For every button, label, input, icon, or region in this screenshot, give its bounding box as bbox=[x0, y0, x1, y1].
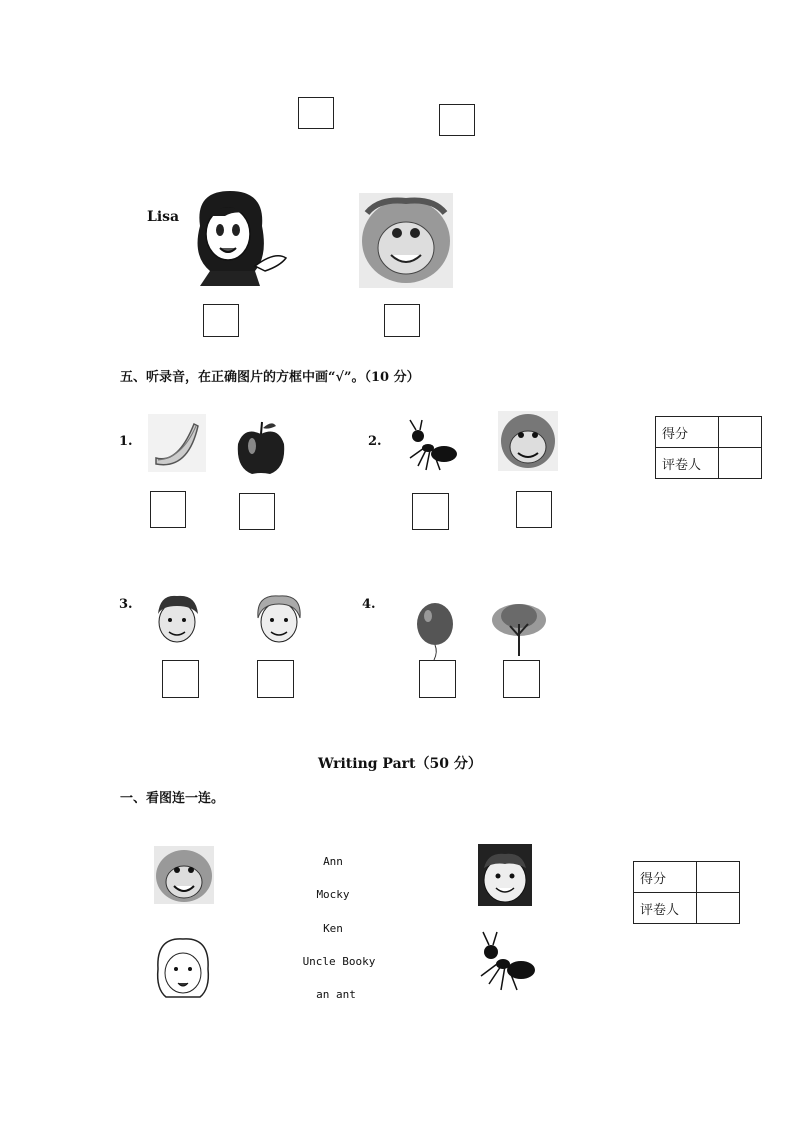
apple-image bbox=[234, 420, 288, 476]
grader-value-cell[interactable] bbox=[697, 893, 740, 924]
word-ann: Ann bbox=[323, 855, 343, 868]
monkey-picture[interactable] bbox=[154, 846, 214, 904]
girl-lisa-image bbox=[180, 186, 290, 286]
score-value-cell[interactable] bbox=[697, 862, 740, 893]
question-1-number: 1. bbox=[119, 434, 133, 449]
boy-picture[interactable] bbox=[478, 844, 532, 906]
score-label: 得分 bbox=[656, 417, 719, 448]
checkbox-q2-ant[interactable] bbox=[412, 493, 449, 530]
score-label: 得分 bbox=[634, 862, 697, 893]
checkbox-q4-balloon[interactable] bbox=[419, 660, 456, 698]
question-2-number: 2. bbox=[368, 434, 382, 449]
section5-title: 五、听录音，在正确图片的方框中画“√”。（10 分） bbox=[120, 370, 420, 385]
word-mocky: Mocky bbox=[316, 888, 350, 901]
question-3-number: 3. bbox=[119, 597, 133, 612]
checkbox-q1-apple[interactable] bbox=[239, 493, 275, 530]
checkbox-monkey[interactable] bbox=[384, 304, 420, 337]
checkbox-lisa[interactable] bbox=[203, 304, 239, 337]
tree-image bbox=[490, 600, 548, 658]
checkbox-top-2[interactable] bbox=[439, 104, 475, 136]
grader-value-cell[interactable] bbox=[719, 448, 762, 479]
boy-face-image bbox=[152, 592, 202, 644]
question-4-number: 4. bbox=[362, 597, 376, 612]
grader-label: 评卷人 bbox=[656, 448, 719, 479]
part1-title: 一、看图连一连。 bbox=[120, 791, 225, 806]
balloon-image bbox=[414, 602, 456, 660]
score-value-cell[interactable] bbox=[719, 417, 762, 448]
lisa-label: Lisa bbox=[147, 209, 180, 225]
score-table-1 bbox=[655, 416, 762, 479]
checkbox-q1-banana[interactable] bbox=[150, 491, 186, 528]
girl-face-image bbox=[250, 592, 308, 644]
checkbox-top-1[interactable] bbox=[298, 97, 334, 129]
checkbox-q4-tree[interactable] bbox=[503, 660, 540, 698]
word-an-ant: an ant bbox=[316, 988, 356, 1001]
girl-picture[interactable] bbox=[152, 935, 214, 999]
ant-image bbox=[404, 418, 458, 474]
writing-part-heading: Writing Part（50 分） bbox=[318, 756, 482, 772]
checkbox-q3-girl[interactable] bbox=[257, 660, 294, 698]
ant-picture[interactable] bbox=[475, 930, 537, 994]
monkey-image bbox=[359, 193, 453, 288]
score-table-2 bbox=[633, 861, 740, 924]
banana-image bbox=[148, 414, 206, 472]
word-ken: Ken bbox=[323, 922, 343, 935]
checkbox-q2-monkey[interactable] bbox=[516, 491, 552, 528]
grader-label: 评卷人 bbox=[634, 893, 697, 924]
checkbox-q3-boy[interactable] bbox=[162, 660, 199, 698]
monkey-face-image bbox=[498, 411, 558, 471]
word-uncle-booky: Uncle Booky bbox=[302, 955, 376, 968]
